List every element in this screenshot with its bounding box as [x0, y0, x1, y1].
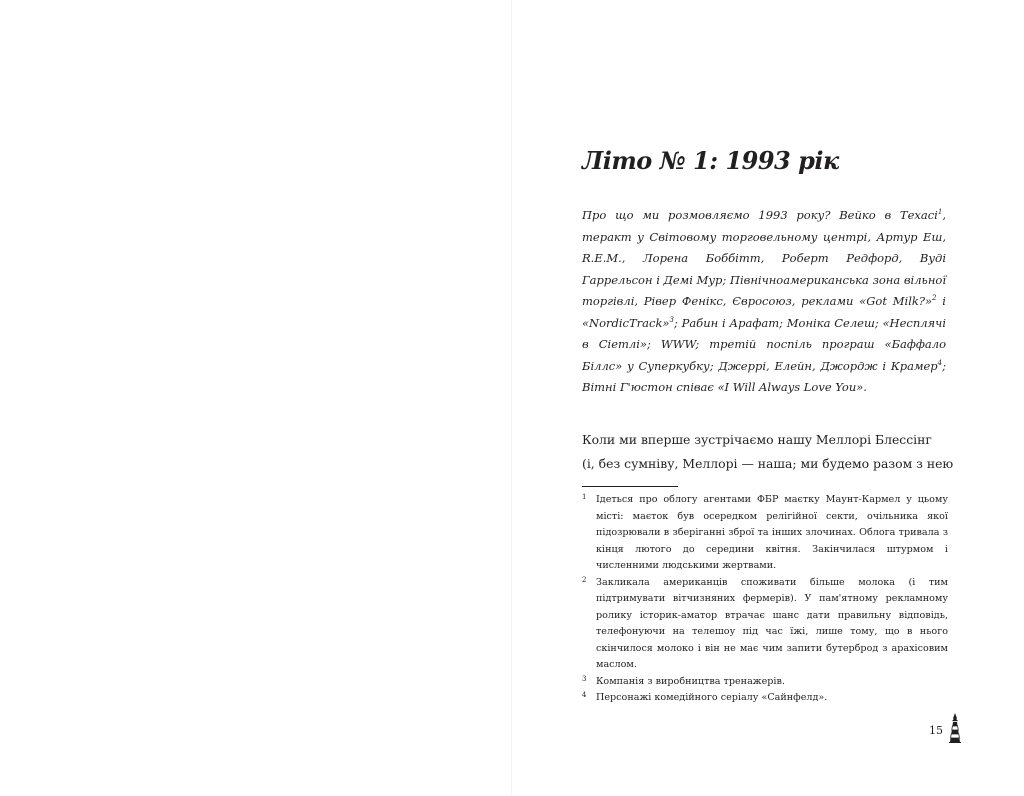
body-paragraph [582, 428, 954, 476]
body-line: (і, без сумніву, Меллорі — наша; ми будемо разом з нею [582, 456, 954, 471]
book-spine-fold [511, 0, 512, 796]
epigraph [582, 205, 946, 399]
footnote-number: 4 [582, 691, 587, 699]
footnotes [582, 492, 948, 707]
footnote-item [582, 690, 948, 707]
footnote-item [582, 492, 948, 575]
footnote-text: Компанія з виробництва тренажерів. [596, 675, 785, 687]
epigraph-text: Про що ми розмовляємо 1993 року? Вейко в Техасі [582, 208, 938, 222]
chapter-title: Літо № 1: 1993 рік [582, 146, 839, 176]
epigraph-text: ; Рабин і Арафат; Моніка Селеш; «Несплячі в Сіетлі»; WWW; третій поспіль програш «Баффало Біллс» у Суперкубку; Джеррі, Елейн, Джордж і Крамер [582, 315, 946, 373]
footnote-number: 3 [582, 674, 587, 683]
epigraph-text: ; Вітні Г'юстон співає «I Will Always Love You». [582, 358, 946, 394]
epigraph-text: , теракт у Світовому торговельному центрі, Артур Еш, R.E.M., Лорена Боббітт, Роберт Редфорд, Вуді Гаррельсон і Демі Мур; Північноамериканська зона вільної торгівлі, Рівер Фенікс, Євросоюз, реклами «Got Milk?» [582, 208, 946, 308]
footnote-number: 2 [582, 575, 587, 584]
footnote-number: 1 [582, 493, 587, 501]
footnote-text: Персонажі комедійного серіалу «Сайнфелд». [596, 692, 828, 703]
body-line: Коли ми вперше зустрічаємо нашу Меллорі Блессінг [582, 432, 932, 447]
footnote-ref[interactable]: 4 [937, 358, 943, 367]
footnote-ref[interactable]: 3 [669, 315, 674, 324]
footnote-text: Ідеться про облогу агентами ФБР маєтку Маунт-Кармел у цьому місті: маєток був осередком релігійної секти, очільника якої підозрювали в зберіганні зброї та інших злочинах. Облога тривала з кінця лютого до середини квітня. Закінчилася штурмом і численними людськими жертвами. [596, 494, 948, 571]
right-page [582, 0, 954, 796]
footnote-text: Закликала американців споживати більше молока (і тим підтримувати вітчизняних фермерів). У пам'ятному рекламному ролику історик-аматор втрачає шанс дати правильну відповідь, телефонуючи на телешоу під час їжі, лише тому, що в нього скінчилося молоко і він не має чим запити бутерброд з арахісовим маслом. [596, 576, 948, 670]
footnote-item [582, 575, 948, 674]
footnote-ref[interactable]: 1 [937, 208, 943, 217]
epigraph-text: і «NordicTrack» [582, 294, 946, 330]
footnote-item [582, 674, 948, 691]
footnote-ref[interactable]: 2 [932, 294, 937, 303]
page-number: 15 [929, 724, 943, 737]
footnote-divider [582, 486, 678, 487]
lighthouse-icon [949, 713, 961, 743]
